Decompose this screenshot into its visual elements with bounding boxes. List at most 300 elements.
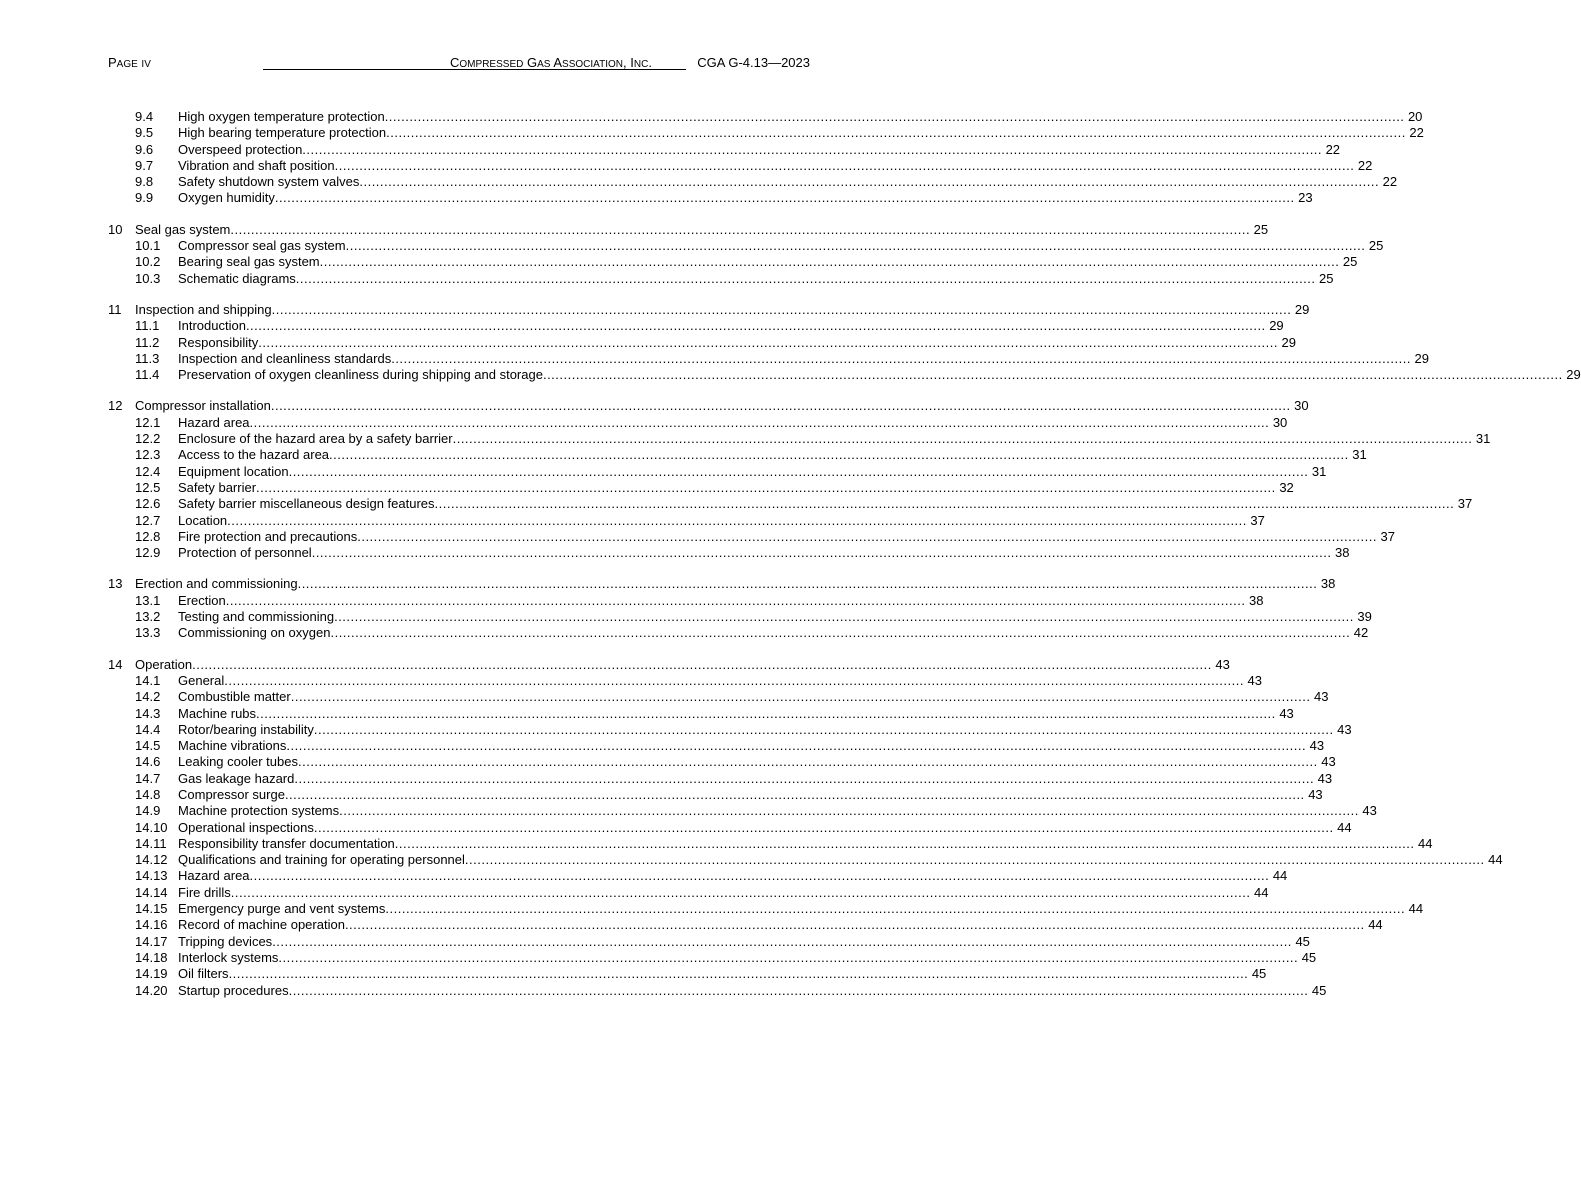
toc-entry [178,982,1327,999]
dot-leader: ........................................................................................................................................................................................................................................................ [228,966,1249,982]
dot-leader: ........................................................................................................................................................................................................................................................ [274,190,1295,206]
dot-leader: ........................................................................................................................................................................................................................................................ [319,254,1340,270]
toc-number: 14.6 [135,754,161,770]
dot-leader: ........................................................................................................................................................................................................................................................ [230,221,1251,237]
toc-subsection-row[interactable] [108,949,1317,966]
toc-subsection-row[interactable] [108,689,1329,705]
toc-subsection-row[interactable] [108,141,1341,158]
toc-page-number: 38 [1248,592,1264,608]
dot-leader: ........................................................................................................................................................................................................................................................ [290,689,1311,705]
toc-page-number: 43 [1362,803,1377,819]
toc-page-number: 37 [1380,528,1395,544]
toc-entry [178,592,1264,609]
dot-leader: ........................................................................................................................................................................................................................................................ [192,656,1212,672]
toc-title: Bearing seal gas system [178,254,320,270]
toc-number: 14.9 [135,803,161,819]
toc-entry [178,528,1395,545]
toc-subsection-row[interactable] [108,901,1424,917]
toc-title: Fire drills [178,884,231,900]
toc-page-number: 44 [1488,852,1503,868]
toc-number: 14.20 [135,982,168,998]
toc-entry [135,656,1230,673]
toc-number: 12.8 [135,528,161,544]
toc-number: 11.4 [135,367,160,383]
toc-subsection-row[interactable] [108,721,1352,738]
toc-entry [178,754,1336,770]
toc-subsection-row[interactable] [108,334,1296,351]
dot-leader: ........................................................................................................................................................................................................................................................ [394,835,1415,851]
toc-number: 11.2 [135,334,160,350]
toc-entry [178,917,1383,933]
toc-page-number: 25 [1342,254,1358,270]
toc-number: 12.2 [135,431,161,447]
dot-leader: ........................................................................................................................................................................................................................................................ [271,301,1292,317]
toc-number: 14.16 [135,917,168,933]
toc-title: Compressor installation [135,398,271,414]
toc-entry [178,949,1317,966]
toc-entry [178,334,1296,351]
toc-entry [178,852,1503,868]
toc-page-number: 43 [1313,689,1329,705]
toc-title: Emergency purge and vent systems [178,901,386,917]
toc-number: 10.1 [135,238,161,254]
toc-number: 14.5 [135,738,161,754]
dot-leader: ........................................................................................................................................................................................................................................................ [297,754,1318,770]
toc-entry [178,689,1329,705]
toc-entry [178,884,1269,901]
toc-title: Protection of personnel [178,545,312,561]
toc-subsection-row[interactable] [108,738,1325,754]
toc-title: Erection [178,592,226,608]
dot-leader: ........................................................................................................................................................................................................................................................ [344,917,1365,933]
toc-page-number: 30 [1272,414,1288,430]
dot-leader: ........................................................................................................................................................................................................................................................ [225,592,1246,608]
dot-leader: ........................................................................................................................................................................................................................................................ [278,949,1299,965]
toc-subsection-row[interactable] [108,157,1373,174]
dot-leader: ........................................................................................................................................................................................................................................................ [311,545,1332,561]
toc-entry [178,496,1473,512]
toc-page-number: 44 [1418,835,1433,851]
toc-title: Rotor/bearing instability [178,721,314,737]
toc-number: 9.4 [135,109,154,124]
toc-subsection-row[interactable] [108,270,1334,287]
toc-number: 14.10 [135,819,168,835]
toc-page-number: 43 [1317,770,1333,786]
toc-title: Qualifications and training for operating personnel [178,852,465,868]
toc-title: Oil filters [178,966,229,982]
toc-section-row[interactable] [108,398,1309,414]
toc-subsection-row[interactable] [108,786,1323,803]
toc-number: 12.1 [135,414,161,430]
toc-title: Gas leakage hazard [178,770,295,786]
dot-leader: ........................................................................................................................................................................................................................................................ [542,367,1563,383]
toc-subsection-row[interactable] [108,174,1398,190]
dot-leader: ........................................................................................................................................................................................................................................................ [258,334,1278,350]
toc-number: 14.13 [135,868,168,884]
toc-subsection-row[interactable] [108,803,1377,819]
toc-title: High bearing temperature protection [178,125,387,141]
toc-title: General [178,672,225,688]
toc-entry [178,625,1369,641]
toc-page-number: 43 [1215,656,1230,672]
toc-number: 11.3 [135,350,160,366]
toc-entry [178,109,1423,125]
toc-subsection-row[interactable] [108,125,1424,141]
toc-number: 9.7 [135,157,154,173]
toc-subsection-row[interactable] [108,367,1581,383]
toc-page-number: 23 [1298,190,1313,206]
toc-entry [178,414,1288,431]
toc-title: Inspection and cleanliness standards [178,350,392,366]
toc-number: 14.3 [135,705,161,721]
toc-number: 14.11 [135,835,167,851]
toc-page-number: 44 [1272,868,1288,884]
toc-title: Overspeed protection [178,141,303,157]
toc-subsection-row[interactable] [108,254,1358,270]
toc-number: 14.18 [135,949,168,965]
toc-number: 14.12 [135,852,168,868]
toc-page-number: 45 [1251,966,1267,982]
toc-section-row[interactable] [108,576,1336,592]
toc-title: Commissioning on oxygen [178,625,331,641]
toc-page-number: 44 [1337,819,1352,835]
dot-leader: ........................................................................................................................................................................................................................................................ [286,738,1307,754]
dot-leader: ........................................................................................................................................................................................................................................................ [288,463,1309,479]
toc-title: Location [178,512,228,528]
toc-page-number: 37 [1250,512,1265,528]
toc-number: 10.3 [135,270,161,286]
dot-leader: ........................................................................................................................................................................................................................................................ [391,350,1411,366]
toc-page-number: 39 [1357,609,1372,625]
page-header [108,55,810,71]
toc-number: 14.7 [135,770,161,786]
toc-number: 14.17 [135,933,168,949]
toc-number: 11.1 [135,318,160,334]
toc-entry [178,721,1352,738]
toc-number: 14.4 [135,721,161,737]
toc-page-number: 31 [1475,431,1491,447]
toc-page-number: 22 [1382,174,1398,190]
dot-leader: ........................................................................................................................................................................................................................................................ [334,157,1355,173]
toc-title: Hazard area [178,414,250,430]
toc-entry [178,770,1333,787]
dot-leader: ........................................................................................................................................................................................................................................................ [249,868,1270,884]
dot-leader: ........................................................................................................................................................................................................................................................ [357,528,1377,544]
dot-leader: ........................................................................................................................................................................................................................................................ [256,479,1276,495]
toc-title: Safety barrier [178,479,257,495]
toc-number: 12.9 [135,545,161,561]
toc-page-number: 45 [1301,949,1317,965]
toc-entry [178,125,1424,141]
toc-subsection-row[interactable] [108,528,1395,545]
toc-title: Machine protection systems [178,803,340,819]
dot-leader: ........................................................................................................................................................................................................................................................ [329,447,1349,463]
toc-number: 14.15 [135,901,168,917]
toc-number: 12 [108,398,123,414]
dot-leader: ........................................................................................................................................................................................................................................................ [288,982,1309,998]
toc-subsection-row[interactable] [108,592,1264,609]
toc-subsection-row[interactable] [108,609,1372,625]
toc-number: 14 [108,656,123,672]
toc-title: Safety shutdown system valves [178,174,360,190]
toc-entry [178,609,1372,625]
toc-page-number: 25 [1368,238,1384,254]
toc-page-number: 38 [1334,545,1350,561]
toc-title: Testing and commissioning [178,609,335,625]
toc-title: High oxygen temperature protection [178,109,385,124]
dot-leader: ........................................................................................................................................................................................................................................................ [224,672,1244,688]
toc-entry [178,512,1265,529]
toc-page-number: 22 [1325,141,1341,157]
toc-page-number: 31 [1352,447,1367,463]
toc-entry [178,174,1398,190]
toc-number: 9.5 [135,125,154,141]
toc-title: Interlock systems [178,949,279,965]
toc-subsection-row[interactable] [108,917,1383,933]
header-organization: COMPRESSED GAS ASSOCIATION, INC. [450,55,652,70]
toc-entry [178,672,1262,689]
toc-number: 13 [108,576,123,592]
toc-entry [135,576,1336,592]
dot-leader: ........................................................................................................................................................................................................................................................ [297,576,1318,592]
toc-subsection-row[interactable] [108,933,1310,950]
dot-leader: ........................................................................................................................................................................................................................................................ [313,721,1334,737]
toc-page-number: 29 [1294,301,1310,317]
toc-page-number: 38 [1320,576,1336,592]
toc-number: 13.1 [135,592,161,608]
toc-page-number: 43 [1247,672,1262,688]
dot-leader: ........................................................................................................................................................................................................................................................ [464,852,1485,868]
toc-entry [135,398,1309,414]
toc-subsection-row[interactable] [108,190,1313,206]
toc-number: 9.6 [135,141,154,157]
toc-number: 14.1 [135,672,161,688]
toc-entry [178,318,1284,334]
toc-subsection-row[interactable] [108,496,1473,512]
toc-title: Startup procedures [178,982,289,998]
dot-leader: ........................................................................................................................................................................................................................................................ [272,933,1292,949]
toc-entry [178,803,1377,819]
toc-subsection-row[interactable] [108,350,1429,367]
toc-page-number: 44 [1368,917,1383,933]
toc-entry [178,431,1491,447]
toc-entry [178,367,1581,383]
toc-title: Responsibility transfer documentation [178,835,395,851]
toc-entry [178,447,1367,463]
toc-page-number: 43 [1321,754,1336,770]
toc-title: Oxygen humidity [178,190,275,206]
toc-subsection-row[interactable] [108,414,1288,431]
toc-page-number: 20 [1407,109,1423,124]
toc-title: Compressor seal gas system [178,238,346,254]
dot-leader: ........................................................................................................................................................................................................................................................ [284,786,1305,802]
toc-page-number: 42 [1353,625,1369,641]
toc-page-number: 37 [1457,496,1473,512]
toc-number: 12.3 [135,447,161,463]
toc-subsection-row[interactable] [108,625,1369,641]
toc-entry [178,819,1352,836]
toc-entry [178,868,1288,884]
toc-entry [178,966,1267,982]
toc-number: 14.2 [135,689,161,705]
toc-number: 12.5 [135,479,161,495]
toc-title: Machine rubs [178,705,257,721]
toc-page-number: 32 [1279,479,1294,495]
toc-page-number: 44 [1254,884,1269,900]
toc-subsection-row[interactable] [108,868,1288,884]
dot-leader: ........................................................................................................................................................................................................................................................ [334,609,1354,625]
dot-leader: ........................................................................................................................................................................................................................................................ [302,141,1323,157]
toc-number: 13.2 [135,609,161,625]
toc-title: Fire protection and precautions [178,528,358,544]
toc-title: Inspection and shipping [135,301,272,317]
toc-title: Access to the hazard area [178,447,330,463]
toc-title: Tripping devices [178,933,273,949]
toc-subsection-row[interactable] [108,705,1294,722]
toc-page-number: 43 [1337,721,1352,737]
toc-section-row[interactable] [108,656,1230,673]
toc-entry [135,221,1269,238]
toc-entry [178,254,1358,270]
toc-subsection-row[interactable] [108,447,1367,463]
toc-subsection-row[interactable] [108,982,1327,999]
toc-subsection-row[interactable] [108,463,1327,480]
dot-leader: ........................................................................................................................................................................................................................................................ [434,496,1455,512]
toc-title: Operation [135,656,193,672]
toc-number: 9.8 [135,174,154,190]
toc-page-number: 25 [1319,270,1334,286]
toc-page-number: 25 [1253,221,1269,237]
toc-entry [178,901,1424,917]
toc-entry [178,190,1313,206]
toc-page-number: 22 [1357,157,1373,173]
dot-leader: ........................................................................................................................................................................................................................................................ [386,125,1406,141]
toc-subsection-row[interactable] [108,754,1336,770]
toc-subsection-row[interactable] [108,819,1352,836]
dot-leader: ........................................................................................................................................................................................................................................................ [384,109,1405,124]
toc-page-number: 45 [1295,933,1310,949]
toc-number: 10 [108,221,123,237]
toc-subsection-row[interactable] [108,770,1333,787]
toc-entry [135,301,1310,318]
dot-leader: ........................................................................................................................................................................................................................................................ [249,414,1270,430]
toc-page-number: 43 [1309,738,1325,754]
toc-subsection-row[interactable] [108,545,1350,561]
toc-entry [178,157,1373,174]
toc-subsection-row[interactable] [108,318,1284,334]
toc-title: Leaking cooler tubes [178,754,298,770]
toc-subsection-row[interactable] [108,966,1267,982]
toc-title: Combustible matter [178,689,291,705]
toc-title: Record of machine operation [178,917,345,933]
toc-number: 10.2 [135,254,161,270]
dot-leader: ........................................................................................................................................................................................................................................................ [230,884,1251,900]
toc-title: Schematic diagrams [178,270,296,286]
toc-section-row[interactable] [108,221,1269,238]
toc-page-number: 29 [1281,334,1296,350]
toc-title: Compressor surge [178,786,285,802]
toc-title: Introduction [178,318,246,334]
toc-title: Responsibility [178,334,259,350]
toc-entry [178,141,1341,158]
toc-number: 14.19 [135,966,168,982]
toc-entry [178,835,1433,852]
toc-title: Equipment location [178,463,289,479]
header-document-id: CGA G-4.13—2023 [697,55,810,70]
toc-subsection-row[interactable] [108,479,1294,496]
toc-page-number: 29 [1269,318,1284,334]
toc-subsection-row[interactable] [108,512,1265,529]
toc-number: 14.8 [135,786,161,802]
toc-page-number: 30 [1294,398,1309,414]
toc-subsection-row[interactable] [108,672,1262,689]
toc-number: 14.14 [135,884,168,900]
toc-page-number: 29 [1414,350,1429,366]
toc-number: 9.9 [135,190,154,206]
toc-entry [178,933,1310,950]
toc-page-number: 29 [1566,367,1581,383]
toc-number: 11 [108,301,122,317]
dot-leader: ........................................................................................................................................................................................................................................................ [359,174,1380,190]
toc-title: Hazard area [178,868,250,884]
toc-page-number: 43 [1308,786,1323,802]
toc-subsection-row[interactable] [108,431,1491,447]
dot-leader: ........................................................................................................................................................................................................................................................ [330,625,1351,641]
dot-leader: ........................................................................................................................................................................................................................................................ [385,901,1406,917]
toc-entry [178,786,1323,803]
toc-title: Seal gas system [135,221,231,237]
toc-section-row[interactable] [108,301,1310,318]
toc-page-number: 22 [1409,125,1424,141]
dot-leader: ........................................................................................................................................................................................................................................................ [295,270,1316,286]
toc-page-number: 43 [1279,705,1294,721]
toc-subsection-row[interactable] [108,238,1384,254]
toc-title: Enclosure of the hazard area by a safety barrier [178,431,453,447]
toc-number: 12.4 [135,463,161,479]
dot-leader: ........................................................................................................................................................................................................................................................ [345,238,1366,254]
toc-entry [178,545,1350,561]
toc-title: Preservation of oxygen cleanliness during shipping and storage [178,367,543,383]
toc-entry [178,738,1325,754]
toc-subsection-row[interactable] [108,852,1503,868]
toc-page-number: 31 [1311,463,1327,479]
dot-leader: ........................................................................................................................................................................................................................................................ [313,819,1334,835]
toc-entry [178,463,1327,480]
table-of-contents [108,109,1581,999]
toc-entry [178,270,1334,287]
toc-title: Operational inspections [178,819,314,835]
dot-leader: ........................................................................................................................................................................................................................................................ [270,398,1291,414]
toc-entry [178,479,1294,496]
dot-leader: ........................................................................................................................................................................................................................................................ [245,318,1266,334]
toc-subsection-row[interactable] [108,884,1269,901]
dot-leader: ........................................................................................................................................................................................................................................................ [294,770,1315,786]
toc-subsection-row[interactable] [108,835,1433,852]
toc-entry [178,350,1429,367]
toc-number: 12.7 [135,512,161,528]
toc-title: Safety barrier miscellaneous design features [178,496,435,512]
toc-page-number: 45 [1311,982,1327,998]
toc-number: 13.3 [135,625,161,641]
dot-leader: ........................................................................................................................................................................................................................................................ [452,431,1473,447]
toc-title: Erection and commissioning [135,576,298,592]
toc-subsection-row[interactable] [108,109,1423,125]
header-page-label: PAGE IV [108,55,151,70]
dot-leader: ........................................................................................................................................................................................................................................................ [339,803,1359,819]
dot-leader: ........................................................................................................................................................................................................................................................ [256,705,1276,721]
toc-title: Vibration and shaft position [178,157,335,173]
toc-entry [178,238,1384,254]
